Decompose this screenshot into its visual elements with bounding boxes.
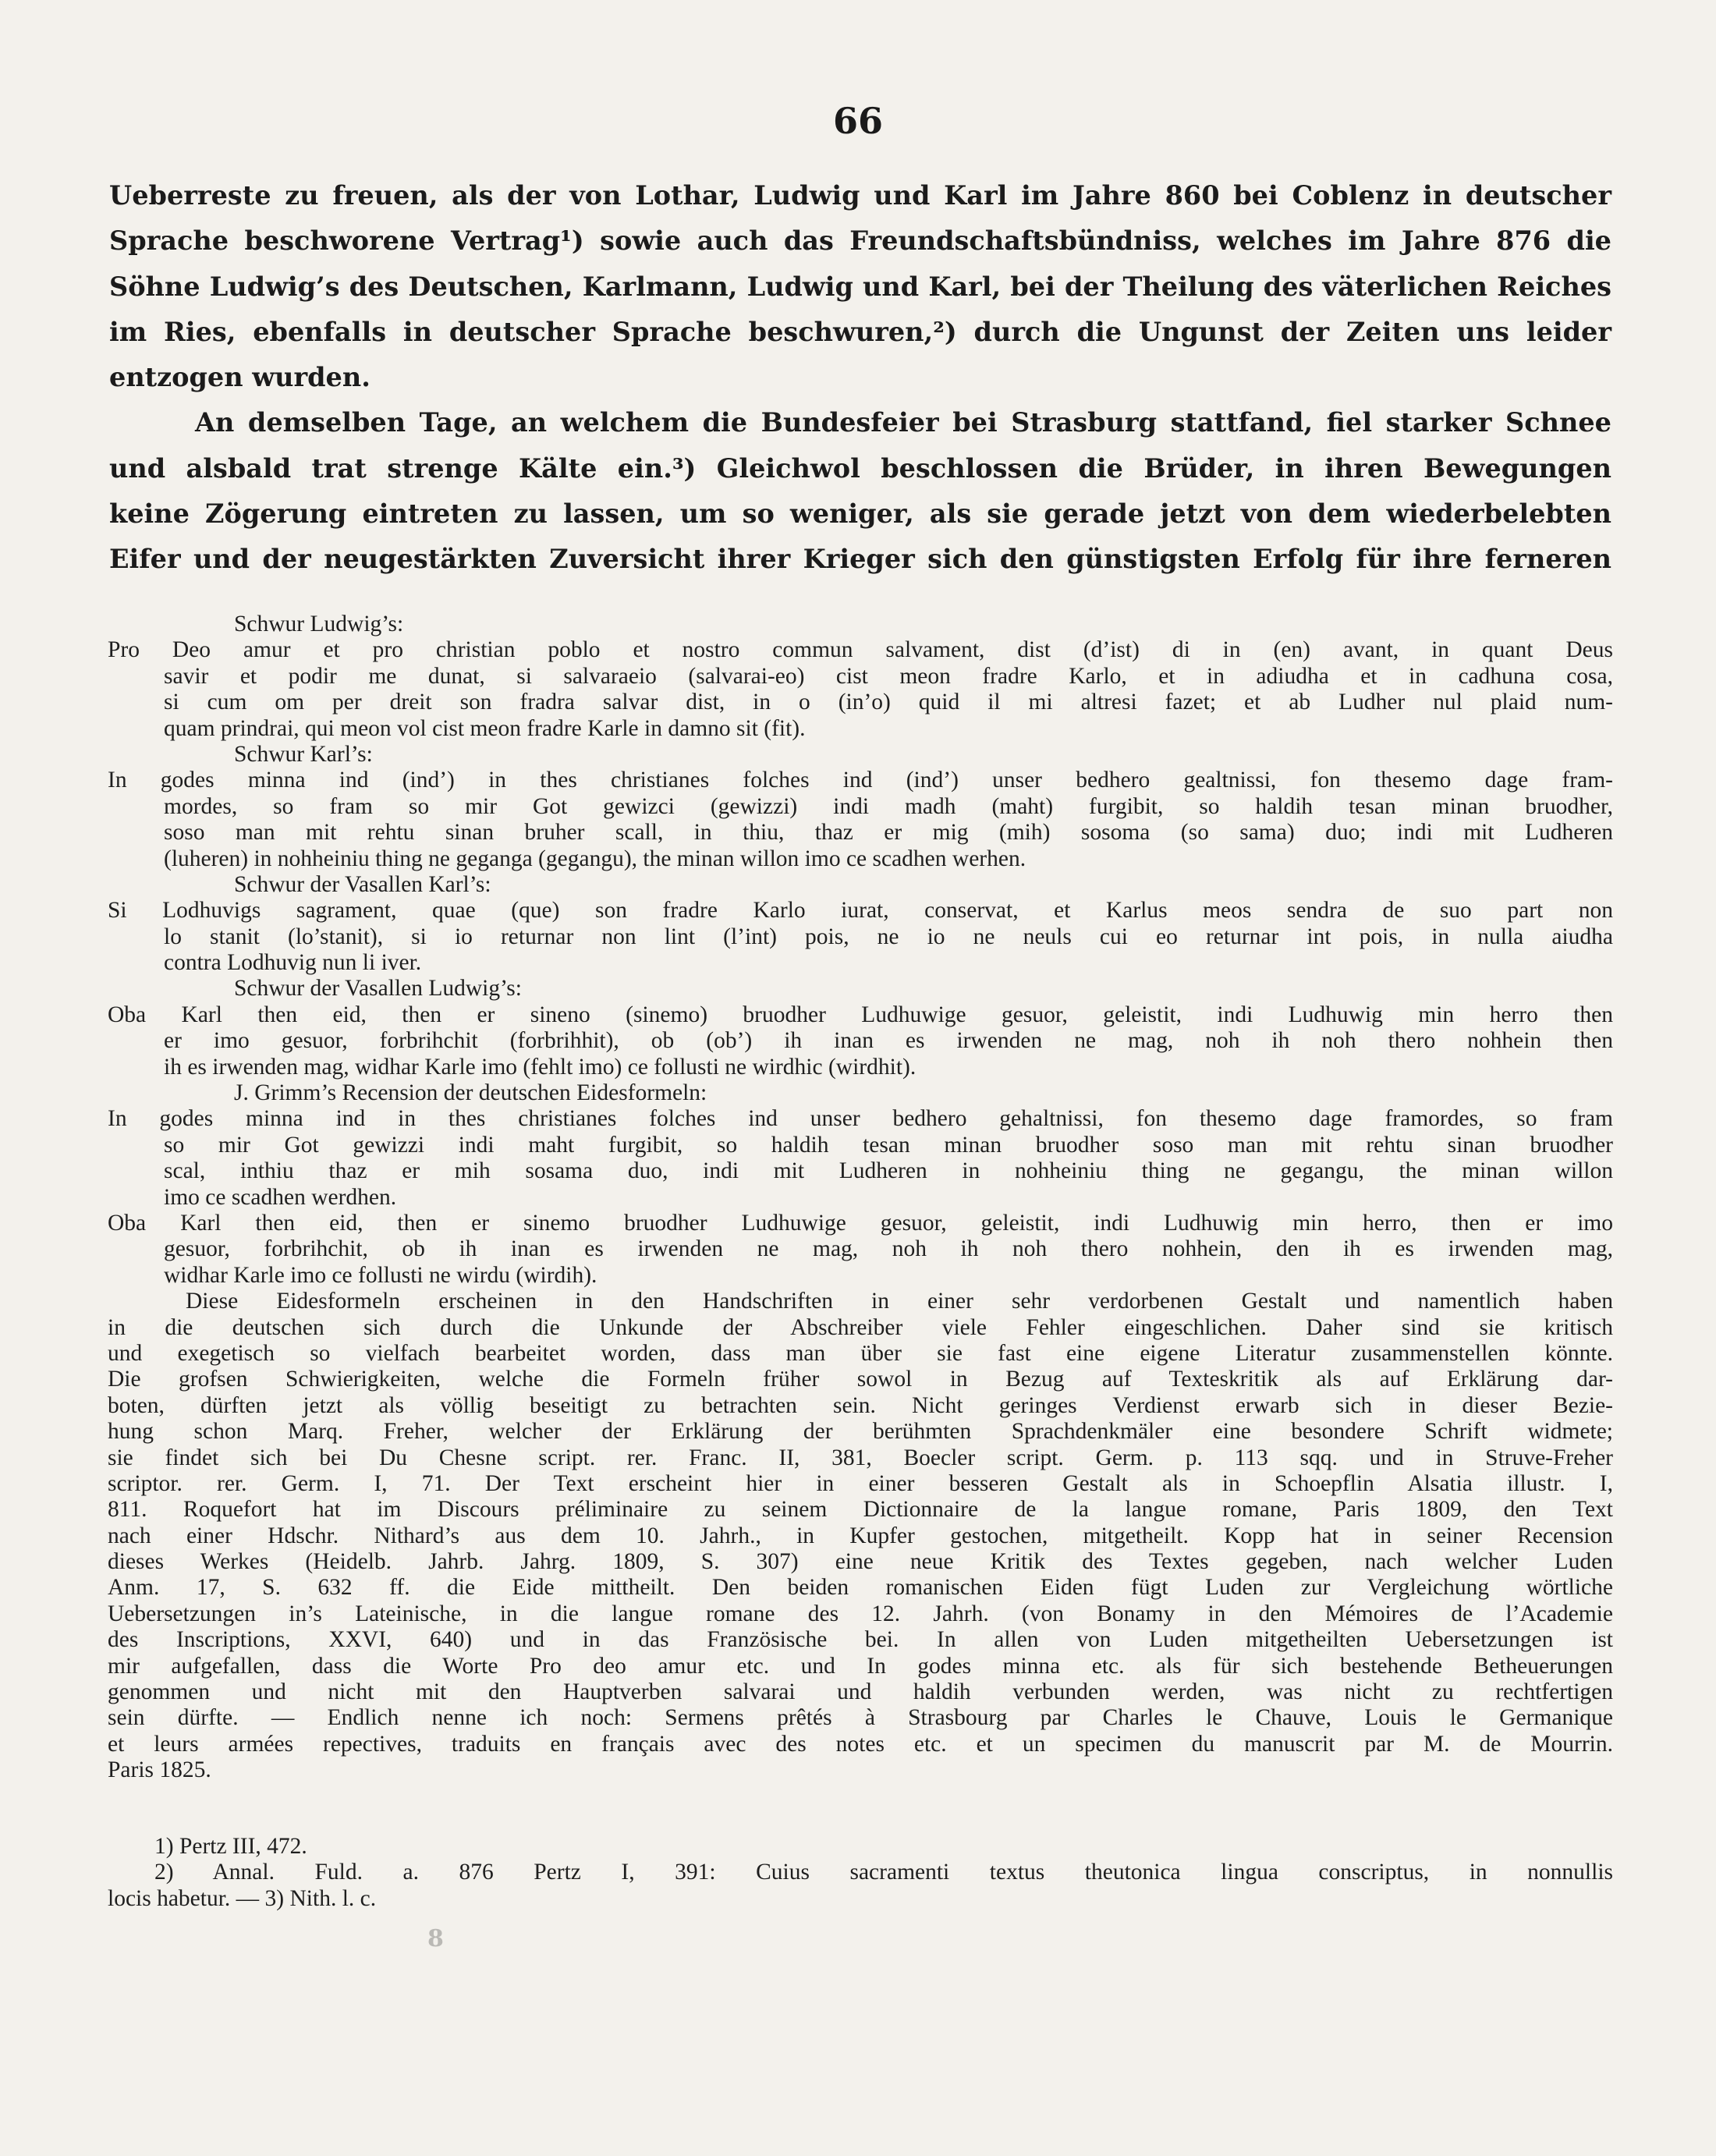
note-line: Si Lodhuvigs sagrament, quae (que) son fradre Karlo iurat, conservat, et Karlus meos sendra de suo part non [108, 898, 1613, 924]
note-heading: Schwur der Vasallen Ludwig’s: [234, 976, 522, 1002]
note-line: 811. Roquefort hat im Discours préliminaire zu seinem Dictionnaire de la langue romane, Paris 1809, den Text [108, 1497, 1613, 1523]
note-line: scriptor. rer. Germ. I, 71. Der Text erscheint hier in einer besseren Gestalt als in Schoepflin Alsatia illustr. I, [108, 1470, 1613, 1496]
footnote-line: 2) Annal. Fuld. a. 876 Pertz I, 391: Cuius sacramenti textus theutonica lingua conscriptus, in nonnullis [154, 1860, 1613, 1885]
note-line: mordes, so fram so mir Got gewizci (gewizzi) indi madh (maht) furgibit, so haldih tesan minan bruodher, [164, 793, 1613, 819]
note-line: Anm. 17, S. 632 ff. die Eide mittheilt. Den beiden romanischen Eiden fügt Luden zur Vergleichung wörtliche [108, 1575, 1613, 1601]
note-line: widhar Karle imo ce follusti ne wirdu (wirdih). [164, 1262, 597, 1288]
text-line: im Ries, ebenfalls in deutscher Sprache beschwuren,²) durch die Ungunst der Zeiten uns leider [109, 316, 1611, 347]
text-line: Sprache beschworene Vertrag¹) sowie auch das Freundschaftsbündniss, welches im Jahre 876 die [109, 225, 1611, 257]
note-line: gesuor, forbrihchit, ob ih inan es irwenden ne mag, noh ih noh thero nohhein, den ih es irwenden mag, [164, 1236, 1613, 1262]
note-line: In godes minna ind in thes christianes folches ind unser bedhero gehaltnissi, fon thesemo dage framordes, so fram [108, 1106, 1613, 1132]
text-line: Eifer und der neugestärkten Zuversicht ihrer Krieger sich den günstigsten Erfolg für ihre ferneren [109, 544, 1611, 575]
text-line: und alsbald trat strenge Kälte ein.³) Gleichwol beschlossen die Brüder, in ihren Bewegungen [109, 452, 1611, 484]
note-line: In godes minna ind (ind’) in thes christianes folches ind (ind’) unser bedhero gealtnissi, fon thesemo dage fram- [108, 768, 1613, 793]
note-line: genommen und nicht mit den Hauptverben salvarai und haldih verbunden werden, was nicht zu rechtfertigen [108, 1679, 1613, 1705]
note-line: Oba Karl then eid, then er sineno (sinemo) bruodher Ludhuwige gesuor, geleistit, indi Ludhuwig min herro then [108, 1002, 1613, 1027]
note-heading: J. Grimm’s Recension der deutschen Eidesformeln: [234, 1080, 707, 1106]
note-line: so mir Got gewizzi indi maht furgibit, so haldih tesan minan bruodher soso man mit rehtu sinan bruodher [164, 1132, 1613, 1158]
note-line: Die grofsen Schwierigkeiten, welche die Formeln früher sowol in Bezug auf Texteskritik als auf Erklärung dar- [108, 1367, 1613, 1392]
footnote-line: 1) Pertz III, 472. [154, 1834, 307, 1859]
stray-mark: 8 [427, 1925, 444, 1952]
note-heading: Schwur der Vasallen Karl’s: [234, 871, 491, 897]
text-line: entzogen wurden. [109, 362, 370, 393]
note-line: mir aufgefallen, dass die Worte Pro deo amur etc. und In godes minna etc. als für sich bestehende Betheuerungen [108, 1653, 1613, 1679]
note-line: Diese Eidesformeln erscheinen in den Handschriften in einer sehr verdorbenen Gestalt und namentlich haben [186, 1289, 1613, 1314]
note-line: soso man mit rehtu sinan bruher scall, in thiu, thaz er mig (mih) sosoma (so sama) duo; indi mit Ludheren [164, 820, 1613, 846]
page-number: 66 [832, 100, 883, 142]
note-line: ih es irwenden mag, widhar Karle imo (fehlt imo) ce follusti ne wirdhic (wirdhit). [164, 1054, 916, 1080]
footnote-line: locis habetur. — 3) Nith. l. c. [108, 1885, 377, 1911]
note-line: hung schon Marq. Freher, welcher der Erklärung der berühmten Sprachdenkmäler eine besondere Schrift widmete; [108, 1419, 1613, 1445]
note-line: nach einer Hdschr. Nithard’s aus dem 10. Jahrh., in Kupfer gestochen, mitgetheilt. Kopp hat in seiner Recension [108, 1523, 1613, 1548]
note-heading: Schwur Karl’s: [234, 741, 373, 767]
reference-footnotes [108, 1834, 1613, 1912]
text-line: keine Zögerung eintreten zu lassen, um so weniger, als sie gerade jetzt von dem wiederbelebten [109, 498, 1611, 530]
note-line: scal, inthiu thaz er mih sosama duo, indi mit Ludheren in nohheiniu thing ne gegangu, the minan willon [164, 1158, 1613, 1184]
note-line: (luheren) in nohheiniu thing ne geganga (gegangu), the minan willon imo ce scadhen werhen. [164, 846, 1026, 871]
note-line: er imo gesuor, forbrihchit (forbrihhit), ob (ob’) ih inan es irwenden ne mag, noh ih noh thero nohhein then [164, 1028, 1613, 1054]
note-line: quam prindrai, qui meon vol cist meon fradre Karle in damno sit (fit). [164, 715, 806, 741]
note-line: et leurs armées repectives, traduits en français avec des notes etc. et un specimen du manuscrit par M. de Mourrin. [108, 1731, 1613, 1757]
note-line: sein dürfte. — Endlich nenne ich noch: Sermens prêtés à Strasbourg par Charles le Chauve, Louis le Germanique [108, 1705, 1613, 1731]
note-line: Uebersetzungen in’s Lateinische, in die langue romane des 12. Jahrh. (von Bonamy in den Mémoires de l’Academie [108, 1601, 1613, 1626]
note-line: savir et podir me dunat, si salvaraeio (salvarai-eo) cist meon fradre Karlo, et in adiudha et in cadhuna cosa, [164, 663, 1613, 689]
note-line: lo stanit (lo’stanit), si io returnar non lint (l’int) pois, ne io ne neuls cui eo returnar int pois, in nulla aiudha [164, 924, 1613, 949]
footnote-block [108, 612, 1613, 1784]
note-heading: Schwur Ludwig’s: [234, 612, 404, 637]
note-line: sie findet sich bei Du Chesne script. rer. Franc. II, 381, Boecler script. Germ. p. 113 sqq. und in Struve-Freher [108, 1445, 1613, 1470]
note-line: si cum om per dreit son fradra salvar dist, in o (in’o) quid il mi altresi fazet; et ab Ludher nul plaid num- [164, 690, 1613, 715]
note-line: in die deutschen sich durch die Unkunde der Abschreiber viele Fehler eingeschlichen. Daher sind sie kritisch [108, 1314, 1613, 1340]
note-line: contra Lodhuvig nun li iver. [164, 950, 422, 976]
main-text [109, 173, 1611, 583]
note-line: boten, dürften jetzt als völlig beseitigt zu betrachten sein. Nicht geringes Verdienst erwarb sich in dieser Bezie- [108, 1392, 1613, 1418]
text-line: An demselben Tage, an welchem die Bundesfeier bei Strasburg stattfand, fiel starker Schnee [195, 407, 1611, 438]
text-line: Ueberreste zu freuen, als der von Lothar, Ludwig und Karl im Jahre 860 bei Coblenz in deutscher [109, 180, 1611, 211]
note-line: dieses Werkes (Heidelb. Jahrb. Jahrg. 1809, S. 307) eine neue Kritik des Textes gegeben, nach welcher Luden [108, 1549, 1613, 1575]
note-line: imo ce scadhen werdhen. [164, 1184, 397, 1210]
note-line: Paris 1825. [108, 1757, 211, 1783]
note-line: Oba Karl then eid, then er sinemo bruodher Ludhuwige gesuor, geleistit, indi Ludhuwig min herro, then er imo [108, 1210, 1613, 1236]
note-line: und exegetisch so vielfach bearbeitet worden, dass man über sie fast eine eigene Literatur zusammenstellen könnte. [108, 1340, 1613, 1366]
text-line: Söhne Ludwig’s des Deutschen, Karlmann, Ludwig und Karl, bei der Theilung des väterlichen Reiches [109, 271, 1611, 302]
note-line: des Inscriptions, XXVI, 640) und in das Französische bei. In allen von Luden mitgetheilten Uebersetzungen ist [108, 1627, 1613, 1653]
note-line: Pro Deo amur et pro christian poblo et nostro commun salvament, dist (d’ist) di in (en) avant, in quant Deus [108, 637, 1613, 663]
